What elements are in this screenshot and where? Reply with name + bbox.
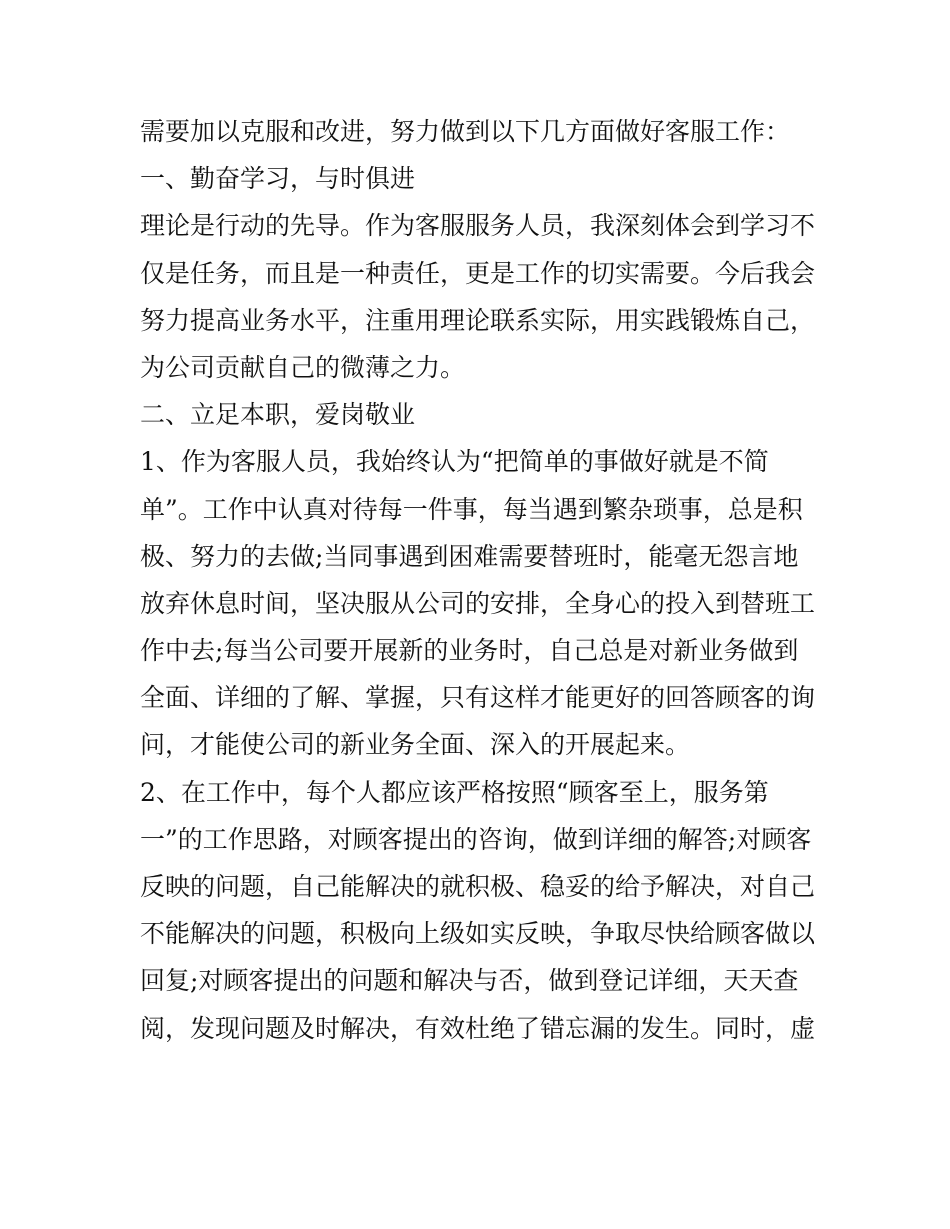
text-line-3: 理论是行动的先导。作为客服服务人员，我深刻体会到学习不: [140, 211, 816, 241]
text-line-14: 问，才能使公司的新业务全面、深入的开展起来。: [140, 730, 691, 760]
text-line-18: 不能解决的问题，积极向上级如实反映，争取尽快给顾客做以: [140, 919, 816, 949]
text-line-16: 一”的工作思路，对顾客提出的咨询，做到详细的解答;对顾客: [140, 824, 812, 854]
text-line-9: 单”。工作中认真对待每一件事，每当遇到繁杂琐事，总是积: [140, 494, 803, 524]
text-line-10: 极、努力的去做;当同事遇到困难需要替班时，能毫无怨言地: [140, 541, 799, 571]
section-heading-1: 一、勤奋学习，与时俱进: [140, 164, 416, 194]
text-line-17: 反映的问题，自己能解决的就积极、稳妥的给予解决，对自己: [140, 872, 816, 901]
text-line-8: 1、作为客服人员，我始终认为“把简单的事做好就是不简: [140, 447, 769, 477]
text-line-12: 作中去;每当公司要开展新的业务时，自己总是对新业务做到: [140, 636, 799, 666]
text-line-13: 全面、详细的了解、掌握，只有这样才能更好的回答顾客的询: [140, 683, 816, 713]
text-line-19: 回复;对顾客提出的问题和解决与否，做到登记详细，天天查: [140, 966, 799, 996]
text-line-11: 放弃休息时间，坚决服从公司的安排，全身心的投入到替班工: [140, 588, 816, 618]
section-heading-2: 二、立足本职，爱岗敬业: [140, 400, 416, 430]
text-line-4: 仅是任务，而且是一种责任，更是工作的切实需要。今后我会: [140, 258, 816, 288]
text-line-1: 需要加以克服和改进，努力做到以下几方面做好客服工作：: [140, 117, 791, 146]
text-line-6: 为公司贡献自己的微薄之力。: [140, 352, 466, 382]
text-line-20: 阅，发现问题及时解决，有效杜绝了错忘漏的发生。同时，虚: [140, 1013, 816, 1043]
text-line-15: 2、在工作中，每个人都应该严格按照“顾客至上，服务第: [140, 777, 769, 807]
document-body: [140, 108, 820, 1052]
text-line-5: 努力提高业务水平，注重用理论联系实际，用实践锻炼自己，: [140, 305, 816, 335]
